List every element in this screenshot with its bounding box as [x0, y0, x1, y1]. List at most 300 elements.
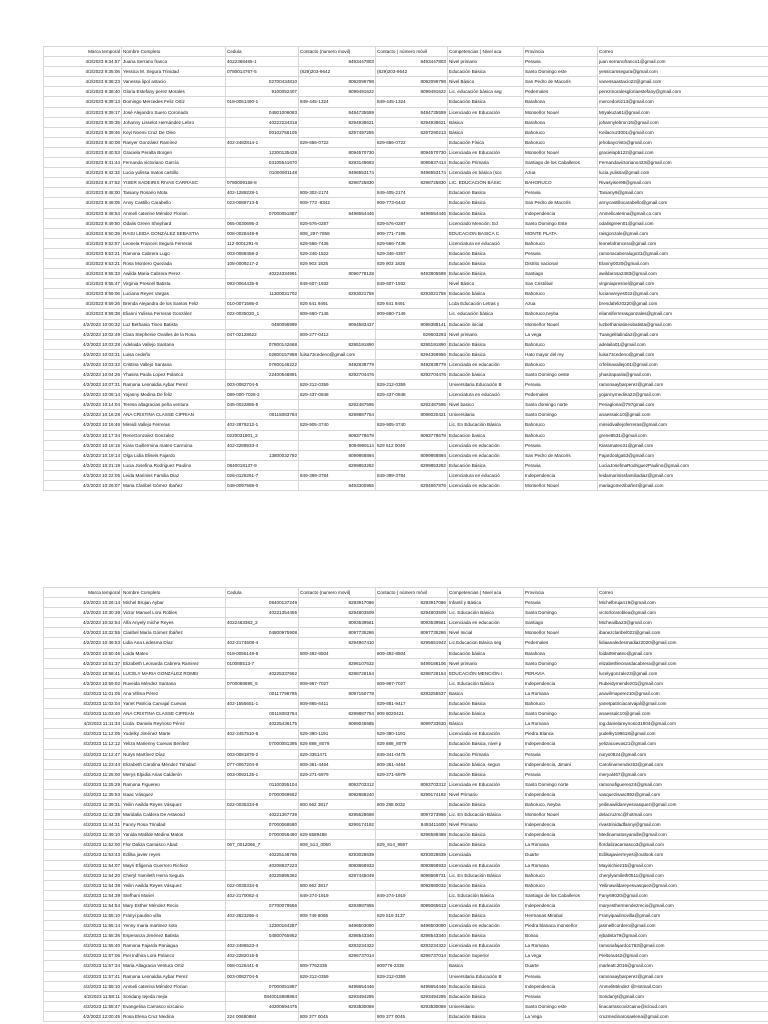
- cell-contacto-1: 8094999114: [299, 440, 376, 450]
- cell-provincia: Santiago de los Caballeros: [524, 890, 598, 900]
- cell-nombre-completo: Alfa Anyely miche Reyes: [122, 618, 226, 628]
- cell-contacto-1: 8294938621: [299, 117, 376, 127]
- cell-contacto-2: 8294667876: [376, 481, 448, 491]
- cell-contacto-1: 8498654446: [299, 208, 376, 218]
- cell-competencias: Educación básica: [448, 709, 524, 719]
- cell-correo: Kiaramateo31@gmail.com: [598, 440, 768, 450]
- cell-contacto-1: 8294967410: [299, 638, 376, 648]
- cell-cedula: 22400548891: [226, 370, 299, 380]
- cell-correo: raisgonzale@gmail.com: [598, 228, 768, 238]
- cell-contacto-1: (829)203-9642: [299, 67, 376, 77]
- cell-cedula: 40208937223: [226, 860, 299, 870]
- cell-contacto-1: 809-773 -8342: [299, 198, 376, 208]
- cell-marca-temporal: 4/2/2023 11:53:43: [44, 850, 122, 860]
- cell-contacto-1: 8298728154: [299, 668, 376, 678]
- cell-provincia: Peravia: [524, 598, 598, 608]
- cell-contacto-1: 8498654446: [299, 981, 376, 991]
- cell-correo: Anmelicaterina@gmail.co.com: [598, 208, 768, 218]
- cell-correo: ramonaaybarperez@gmail.com: [598, 380, 768, 390]
- cell-nombre-completo: Esperanza Jiménez Batista: [122, 931, 226, 941]
- table-row: [44, 789, 768, 799]
- cell-contacto-2: 8093778678: [376, 430, 448, 440]
- cell-contacto-1: 8097735286: [299, 628, 376, 638]
- cell-provincia: Bahoruco: [524, 870, 598, 880]
- header-row: [44, 47, 768, 57]
- cell-nombre-completo: Ramona Leonaldia Aybar Perez: [122, 971, 226, 981]
- cell-provincia: Barahona: [524, 97, 598, 107]
- table-row: [44, 450, 768, 460]
- cell-cedula: 40222234318: [226, 117, 299, 127]
- header-provincia: Provincia: [524, 47, 598, 57]
- cell-contacto-2: 8295651942: [376, 638, 448, 648]
- cell-competencias: LIC. EDUCACIÓN BÁSIC: [448, 178, 524, 188]
- cell-competencias: Educación Básica: [448, 97, 524, 107]
- cell-provincia: Monseñor Nouel: [524, 481, 598, 491]
- cell-competencias: Educación Básica: [448, 991, 524, 1001]
- cell-nombre-completo: Lidia Ana Ledesma Díaz: [122, 638, 226, 648]
- cell-contacto-2: 829-566-7436: [376, 238, 448, 248]
- table-row: [44, 810, 768, 820]
- cell-marca-temporal: 4/2/2023 9:42:32: [44, 168, 122, 178]
- cell-provincia: Peravia: [524, 991, 598, 1001]
- table-row: [44, 618, 768, 628]
- table-row: [44, 218, 768, 228]
- cell-correo: loida09mateo@gmail.com: [598, 648, 768, 658]
- cell-competencias: EDUCACION BASICA C: [448, 228, 524, 238]
- cell-contacto-2: 8494735559: [376, 107, 448, 117]
- cell-correo: juan serranofranco1@gmail.com: [598, 57, 768, 67]
- cell-provincia: Monseñor Nouel: [524, 107, 598, 117]
- cell-contacto-1: 8094570730: [299, 147, 376, 157]
- cell-contacto-2: 809-967-7027: [376, 678, 448, 688]
- cell-nombre-completo: Cristina Vallejo Santana: [122, 359, 226, 369]
- cell-competencias: Educación Básica: [448, 880, 524, 890]
- cell-contacto-1: 809 377 0045: [299, 1011, 376, 1021]
- cell-provincia: Santo Domingo: [524, 709, 598, 719]
- cell-competencias: Licenciada en Educación: [448, 779, 524, 789]
- cell-provincia: Santo Domingo este: [524, 1001, 598, 1011]
- cell-provincia: Bahoruco: [524, 127, 598, 137]
- table-row: [44, 198, 768, 208]
- cell-nombre-completo: Virginia Presnel Batista: [122, 279, 226, 289]
- table-row: [44, 1001, 768, 1011]
- cell-nombre-completo: Fanny Rosa Trinidad: [122, 820, 226, 830]
- cell-correo: marleatt.2016@gmail.com: [598, 961, 768, 971]
- cell-contacto-1: 809-660-7146: [299, 309, 376, 319]
- cell-correo: meryal467@gmail.com: [598, 769, 768, 779]
- table-body: [44, 598, 768, 1022]
- cell-contacto-2: 8092099798: [376, 77, 448, 87]
- cell-competencias: Educación Básica: [448, 198, 524, 208]
- header-marca-temporal: Marca temporal: [44, 47, 122, 57]
- table-row: [44, 668, 768, 678]
- cell-contacto-2: 8296737014: [376, 951, 448, 961]
- cell-competencias: Educación Básica: [448, 1011, 524, 1021]
- cell-correo: gracielapb122@gmail.com: [598, 147, 768, 157]
- cell-correo: leonelafrancera@gmail.com: [598, 238, 768, 248]
- cell-marca-temporal: 4/2/2023 10:32:55: [44, 628, 122, 638]
- cell-correo: Rubeidymendez01@gmail.com: [598, 678, 768, 688]
- cell-nombre-completo: Rosa Montero Quezada: [122, 258, 226, 268]
- cell-contacto-2: 8093539561: [376, 618, 448, 628]
- cell-correo: leidamarinissfamiliadiaz@gmail.com: [598, 470, 768, 480]
- cell-correo: jehobaycristo@gmail.com: [598, 137, 768, 147]
- cell-contacto-2: 8299853282: [376, 460, 448, 470]
- cell-contacto-1: 8099491622: [299, 87, 376, 97]
- cell-correo: maryesthermendezrecio@gmail.com: [598, 900, 768, 910]
- cell-contacto-1: 8293530069: [299, 1001, 376, 1011]
- cell-contacto-2: 8295191890: [376, 339, 448, 349]
- cell-competencias: Educación Básica: [448, 699, 524, 709]
- cell-contacto-1: 8299853282: [299, 460, 376, 470]
- cell-contacto-2: 8496553174: [376, 168, 448, 178]
- cell-provincia: Independencia: [524, 739, 598, 749]
- cell-contacto-2: 8298543340: [376, 931, 448, 941]
- cell-correo: ramonaaybarperez@gmail.com: [598, 971, 768, 981]
- cell-competencias: Educación básica: [448, 648, 524, 658]
- cell-cedula: 402-1289228-1: [226, 188, 299, 198]
- cell-correo: yhasirapaola@gmail.com: [598, 370, 768, 380]
- cell-nombre-completo: Yudelky Jiménez Marte: [122, 729, 226, 739]
- cell-cedula: 40225337662: [226, 668, 299, 678]
- table-row: [44, 911, 768, 921]
- cell-contacto-1: 829-656-0722: [299, 137, 376, 147]
- table-row: [44, 97, 768, 107]
- cell-cedula: 07800142668: [226, 339, 299, 349]
- cell-marca-temporal: 4/2/2023 11:01:05: [44, 688, 122, 698]
- cell-cedula: 4022368465-1: [226, 57, 299, 67]
- cell-correo: Mayirichiez15@gmail.com: [598, 860, 768, 870]
- cell-contacto-2: 849-274-1919: [376, 890, 448, 900]
- cell-provincia: Distrito nacional: [524, 258, 598, 268]
- cell-marca-temporal: 4/2/2023 11:54:39: [44, 890, 122, 900]
- cell-provincia: Bahoruco, Neyba: [524, 799, 598, 809]
- cell-nombre-completo: Loida Mateo: [122, 648, 226, 658]
- cell-contacto-2: 8093703312: [376, 779, 448, 789]
- table-row: [44, 168, 768, 178]
- cell-marca-temporal: 4/2/2023 10:16:28: [44, 410, 122, 420]
- cell-contacto-1: 8298543340: [299, 931, 376, 941]
- cell-provincia: Bahoruco: [524, 880, 598, 890]
- cell-marca-temporal: 4/2/2023 11:44:31: [44, 820, 122, 830]
- cell-competencias: Educación Primaria: [448, 158, 524, 168]
- table-row: [44, 420, 768, 430]
- cell-competencias: Licenciatura en educació: [448, 390, 524, 400]
- cell-contacto-2: 8095837414: [376, 158, 448, 168]
- cell-nombre-completo: Lucia Josefina Rodriguez Paulino: [122, 460, 226, 470]
- cell-contacto-2: 8292487595: [376, 400, 448, 410]
- cell-marca-temporal: 4/2/2023 9:50:39: [44, 228, 122, 238]
- cell-correo: Fany69020@gmail.com: [598, 890, 768, 900]
- table-body: [44, 57, 768, 491]
- cell-nombre-completo: Graciela Peralta Borgen: [122, 147, 226, 157]
- cell-provincia: La vega: [524, 329, 598, 339]
- cell-contacto-1: 829-905-3740: [299, 420, 376, 430]
- cell-provincia: Peravia: [524, 57, 598, 67]
- cell-nombre-completo: LUCELY MARIA GONZÁLEZ ROMEI: [122, 668, 226, 678]
- cell-marca-temporal: 4/2/2023 10:26:07: [44, 481, 122, 491]
- cell-contacto-1: 8292704476: [299, 370, 376, 380]
- table-row: [44, 380, 768, 390]
- cell-nombre-completo: Vanessa lipol astacio: [122, 77, 226, 87]
- cell-contacto-1: 809-865-6411: [299, 699, 376, 709]
- cell-cedula: 402-2289933-4: [226, 440, 299, 450]
- cell-contacto-2: 8092880032: [376, 880, 448, 890]
- cell-correo: yudelky199618@gmail.com: [598, 729, 768, 739]
- cell-contacto-1: 809-492-8504: [299, 648, 376, 658]
- cell-nombre-completo: Ramona Fajardo Paniagua: [122, 941, 226, 951]
- cell-correo: Penagloria@797gmail.com: [598, 400, 768, 410]
- cell-cedula: 402-2170062-4: [226, 890, 299, 900]
- header-cedula: Cedula: [226, 47, 299, 57]
- cell-marca-temporal: 4/2/2023 10:04:26: [44, 370, 122, 380]
- cell-cedula: 11300031702: [226, 289, 299, 299]
- cell-competencias: Nivel Básico: [448, 279, 524, 289]
- cell-provincia: Piedra Blanca: [524, 729, 598, 739]
- cell-cedula: 402-1555651-1: [226, 699, 299, 709]
- cell-cedula: 00115083784: [226, 410, 299, 420]
- cell-cedula: 07000051887: [226, 981, 299, 991]
- cell-competencias: Licenciada en básica (soc: [448, 168, 524, 178]
- cell-contacto-1: 829-271-5979: [299, 769, 376, 779]
- cell-marca-temporal: 4/2/2023 11:52:00: [44, 840, 122, 850]
- cell-contacto-2: 8098020421: [376, 410, 448, 420]
- cell-marca-temporal: 4/2/2023 9:48:00: [44, 188, 122, 198]
- cell-contacto-2: 8099868894: [376, 450, 448, 460]
- cell-nombre-completo: Maridalia Caldera De Astwood: [122, 810, 226, 820]
- cell-nombre-completo: Anmeli caterine Méndez Florian: [122, 208, 226, 218]
- cell-nombre-completo: Michel Brujan Aybar: [122, 598, 226, 608]
- table-row: [44, 178, 768, 188]
- cell-cedula: 402-2282016-5: [226, 951, 299, 961]
- cell-provincia: Bahoruco: [524, 420, 598, 430]
- cell-competencias: Licenciada en educación: [448, 450, 524, 460]
- cell-nombre-completo: Yojanny Medina De feliz: [122, 390, 226, 400]
- cell-contacto-2: 849-607-1932: [376, 279, 448, 289]
- cell-contacto-1: luisa73cedeno@gmail.com: [299, 349, 376, 359]
- cell-cedula: 402-2486523-4: [226, 941, 299, 951]
- cell-cedula: 0840015888864: [226, 991, 299, 1001]
- cell-nombre-completo: Leonela Franceri Segura Ferreras: [122, 238, 226, 248]
- cell-cedula: 112-0001291-9: [226, 238, 299, 248]
- cell-cedula: 40225436175: [226, 719, 299, 729]
- cell-correo: AnmeliMéndez @Hotmail.Com: [598, 981, 768, 991]
- table-row: [44, 481, 768, 491]
- cell-marca-temporal: 4/2/2023 10:30:39: [44, 608, 122, 618]
- header-provincia: Provincia: [524, 588, 598, 598]
- cell-nombre-completo: Yeilin Awilda Reyes Vásquez: [122, 880, 226, 890]
- cell-contacto-1: 8496553174: [299, 168, 376, 178]
- cell-contacto-2: 829-905-3740: [376, 420, 448, 430]
- cell-correo: crfelinavallejo01@gmail.com: [598, 359, 768, 369]
- cell-contacto-1: 849-399-3784: [299, 470, 376, 480]
- cell-contacto-1: 809-302-2174: [299, 188, 376, 198]
- cell-contacto-2: 8098669731: [376, 870, 448, 880]
- cell-provincia: Santo Domingo: [524, 410, 598, 420]
- cell-cedula: 13800032792: [226, 450, 299, 460]
- cell-nombre-completo: ReneGonzalez Gonzalez: [122, 430, 226, 440]
- cell-cedula: 08400137249: [226, 598, 299, 608]
- cell-nombre-completo: José Alejandro Suero Coronado: [122, 107, 226, 117]
- table-row: [44, 127, 768, 137]
- cell-contacto-2: 829_914_9597: [376, 840, 448, 850]
- table-row: [44, 258, 768, 268]
- cell-contacto-1: 809_297-7858: [299, 228, 376, 238]
- table-row: [44, 688, 768, 698]
- cell-cedula: 00117798785: [226, 688, 299, 698]
- cell-marca-temporal: 4/2/2023 10:18:15: [44, 440, 122, 450]
- cell-contacto-1: 829-3351471: [299, 749, 376, 759]
- header-contacto-1: Contacto (numero movil): [299, 588, 376, 598]
- cell-cedula: 067_0012066_7: [226, 840, 299, 850]
- cell-marca-temporal: 4/2/2023 10:00:32: [44, 319, 122, 329]
- cell-competencias: Educación Básica: [448, 931, 524, 941]
- table-row: [44, 991, 768, 1001]
- cell-provincia: MONTE PLATA: [524, 228, 598, 238]
- cell-competencias: Nivel Primario: [448, 820, 524, 830]
- cell-contacto-2: 849-341-0475: [376, 749, 448, 759]
- cell-cedula: 077-0067204-9: [226, 759, 299, 769]
- cell-contacto-2: 8299174192: [376, 789, 448, 799]
- cell-competencias: Nivel Básico: [448, 77, 524, 87]
- cell-competencias: Licenciada en Educación: [448, 860, 524, 870]
- cell-contacto-1: 8293021759: [299, 289, 376, 299]
- table-row: [44, 769, 768, 779]
- cell-marca-temporal: 4/2/2023 9:59:26: [44, 299, 122, 309]
- cell-nombre-completo: Yeliza Marienny Cuevas Benítez: [122, 739, 226, 749]
- table-row: [44, 820, 768, 830]
- cell-correo: odalisgreen01@gmail.com: [598, 218, 768, 228]
- cell-provincia: La Romana: [524, 941, 598, 951]
- cell-marca-temporal: 4/2/2023 9:59:06: [44, 289, 122, 299]
- table-row: [44, 77, 768, 87]
- cell-cedula: 018-0055149-8: [226, 648, 299, 658]
- table-row: [44, 329, 768, 339]
- cell-competencias: Lic.Educacion Básica seg: [448, 638, 524, 648]
- table-row: [44, 840, 768, 850]
- cell-cedula: 07000051887: [226, 208, 299, 218]
- cell-contacto-1: 8492838779: [299, 359, 376, 369]
- header-nombre-completo: Nombre Completo: [122, 588, 226, 598]
- cell-marca-temporal: 4/2/2023 11:54:07: [44, 860, 122, 870]
- cell-contacto-1: 8093778678: [299, 430, 376, 440]
- cell-marca-temporal: 4/2/2023 11:03:40: [44, 709, 122, 719]
- cell-nombre-completo: Luciana Reyes Vargas: [122, 289, 226, 299]
- cell-competencias: Educación Básica: [448, 911, 524, 921]
- cell-contacto-1: 8293987955: [299, 900, 376, 910]
- cell-competencias: Licenciada en educación: [448, 921, 524, 931]
- cell-contacto-1: 8294803509: [299, 608, 376, 618]
- cell-marca-temporal: 4/2/2023 9:40:08: [44, 137, 122, 147]
- table-row: [44, 430, 768, 440]
- cell-competencias: Educación Básica: [448, 339, 524, 349]
- cell-contacto-1: 8293494295: [299, 991, 376, 1001]
- cell-marca-temporal: 4/2/2023 11:57:34: [44, 961, 122, 971]
- cell-contacto-1: 8298725830: [299, 178, 376, 188]
- table-row: [44, 870, 768, 880]
- cell-contacto-1: 8299887754: [299, 709, 376, 719]
- cell-contacto-1: 8096778128: [299, 269, 376, 279]
- cell-competencias: Educación Básica: [448, 258, 524, 268]
- header-competencias: Competencias ( Nivel aca: [448, 47, 524, 57]
- cell-provincia: Santo Domingo: [524, 608, 598, 618]
- table-row: [44, 678, 768, 688]
- cell-correo: lucianareyes022@gmail.com: [598, 289, 768, 299]
- cell-contacto-2: 8297290213: [376, 127, 448, 137]
- cell-competencias: Básica: [448, 719, 524, 729]
- cell-nombre-completo: YISER SADEIRIS RIVAS CARRASC: [122, 178, 226, 188]
- cell-cedula: 402-2823266-4: [226, 911, 299, 921]
- table-row: [44, 931, 768, 941]
- cell-nombre-completo: Domingo Mercedes Feliz Ortiz: [122, 97, 226, 107]
- cell-contacto-1: 800 662 3817: [299, 880, 376, 890]
- table-row: [44, 981, 768, 991]
- cell-competencias: Educacion Basica: [448, 188, 524, 198]
- cell-correo: anaessalc10@gmail.com: [598, 709, 768, 719]
- cell-cedula: 003-0092125-1: [226, 769, 299, 779]
- cell-competencias: Licenciada en Educación: [448, 941, 524, 951]
- table-row: [44, 779, 768, 789]
- cell-competencias: Licenciada en educación: [448, 618, 524, 628]
- cell-contacto-1: 8296737014: [299, 951, 376, 961]
- table-row: [44, 107, 768, 117]
- cell-nombre-completo: Keyl Noemi Cruz De Oleo: [122, 127, 226, 137]
- cell-provincia: La Romana: [524, 840, 598, 850]
- table-row: [44, 289, 768, 299]
- cell-nombre-completo: Elizabeth Carolina Méndez Trinidad: [122, 759, 226, 769]
- cell-contacto-2: 8093868933: [376, 860, 448, 870]
- cell-provincia: Santo Domingo este: [524, 67, 598, 77]
- cell-marca-temporal: 4/2/2023 10:19:14: [44, 450, 122, 460]
- cell-provincia: San Pedro de Macorís: [524, 450, 598, 460]
- cell-cedula: 40224334991: [226, 269, 299, 279]
- cell-nombre-completo: Yanida Matilde Medina Matos: [122, 830, 226, 840]
- cell-contacto-2: 809 288 0032: [376, 799, 448, 809]
- cell-contacto-1: 829-576-0287: [299, 218, 376, 228]
- cell-marca-temporal: 4/2/2023 11:57:41: [44, 971, 122, 981]
- cell-cedula: 022-0035334-6: [226, 880, 299, 890]
- cell-correo: Fernandavictoriano423@gmail.com: [598, 158, 768, 168]
- cell-correo: Michelbrujan19@gmail.com: [598, 598, 768, 608]
- cell-nombre-completo: Yanet Patricia Carvajal Cuevas: [122, 699, 226, 709]
- cell-cedula: 058-0126441-8: [226, 961, 299, 971]
- cell-cedula: 03105541670: [226, 158, 299, 168]
- table-row: [44, 608, 768, 618]
- cell-provincia: Bahoruco: [524, 238, 598, 248]
- cell-competencias: Licenciado en Educación: [448, 107, 524, 117]
- cell-correo: awildarosa2483@gmail.com: [598, 269, 768, 279]
- cell-contacto-1: 829 6589488: [299, 830, 376, 840]
- cell-correo: ramonafiguereo24@gmail.com: [598, 779, 768, 789]
- cell-contacto-1: 8093868933: [299, 860, 376, 870]
- cell-competencias: Licenciada en educación: [448, 481, 524, 491]
- cell-marca-temporal: 4/2/2023 9:48:54: [44, 208, 122, 218]
- cell-provincia: Peravia: [524, 460, 598, 470]
- cell-provincia: Independencia: [524, 900, 598, 910]
- cell-marca-temporal: 4/2/2023 11:57:06: [44, 951, 122, 961]
- cell-marca-temporal: 4/2/2023 9:40:53: [44, 147, 122, 157]
- cell-provincia: Independencia: [524, 981, 598, 991]
- cell-contacto-2: 8293494295: [376, 991, 448, 1001]
- cell-cedula: 018-0051490-1: [226, 97, 299, 107]
- cell-marca-temporal: 4/2/2023 9:34:57: [44, 57, 122, 67]
- cell-contacto-1: 8295528698: [299, 810, 376, 820]
- cell-competencias: Basica: [448, 961, 524, 971]
- cell-contacto-2: 809 377 0045: [376, 1011, 448, 1021]
- cell-contacto-1: 829-246-1522: [299, 248, 376, 258]
- table-row: [44, 188, 768, 198]
- cell-provincia: Santo Domingo oeste: [524, 370, 598, 380]
